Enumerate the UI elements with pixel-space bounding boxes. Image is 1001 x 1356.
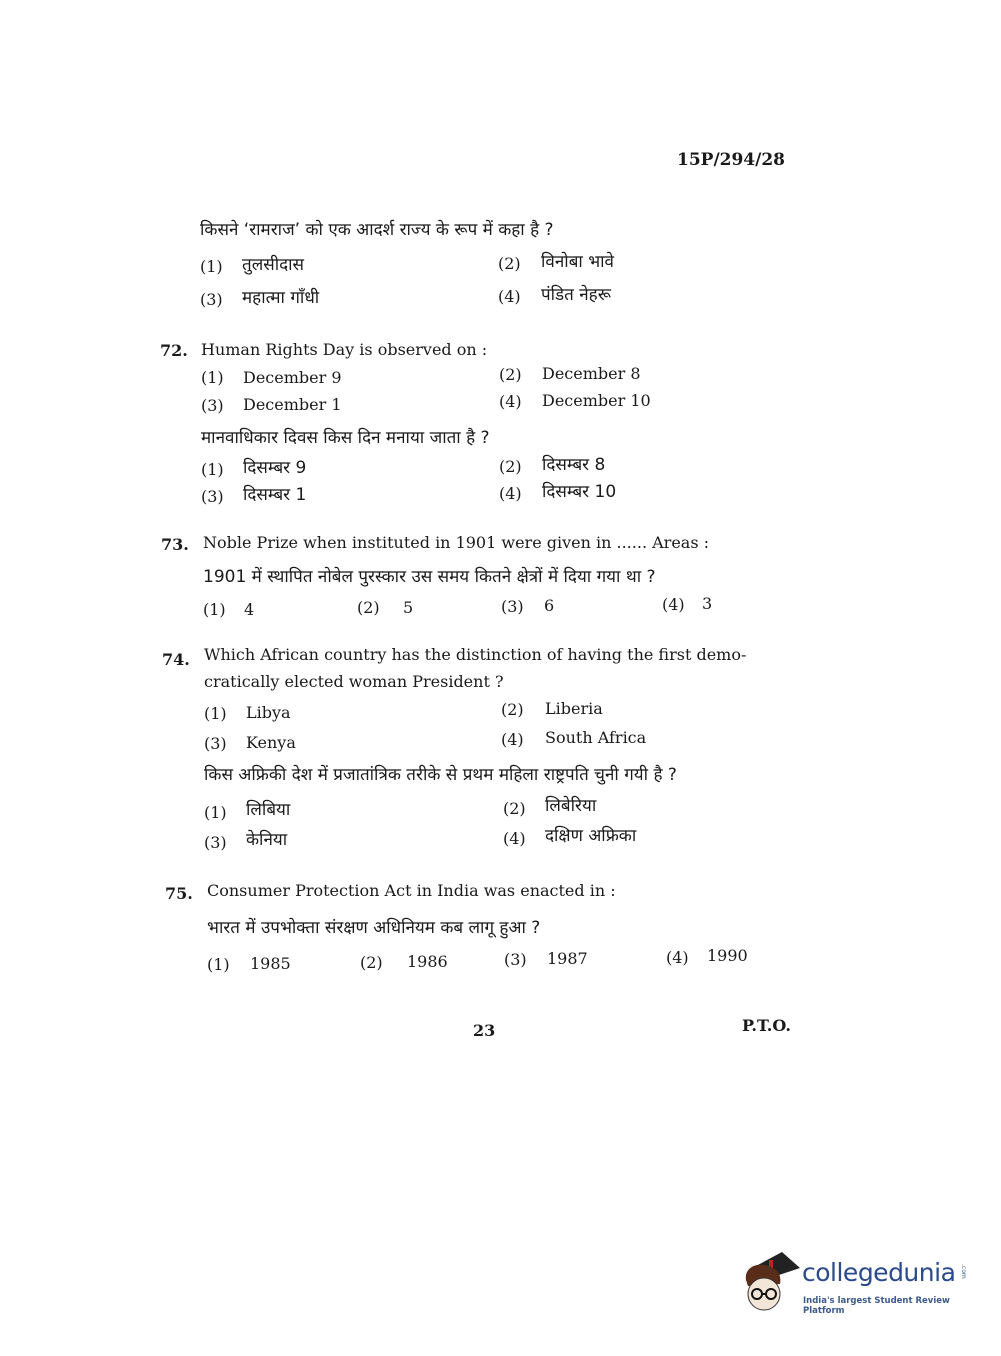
option-text: दक्षिण अफ्रिका xyxy=(545,826,637,846)
pto-label: P.T.O. xyxy=(742,1016,791,1035)
q74-hindi-question: किस अफ्रिकी देश में प्रजातांत्रिक तरीके से प्रथम महिला राष्ट्रपति चुनी गयी है ? xyxy=(204,765,677,785)
option-text: December 9 xyxy=(243,368,342,387)
option-number: (3) xyxy=(200,290,223,309)
option-text: दिसम्बर 8 xyxy=(542,455,606,475)
option-text: 1985 xyxy=(250,954,291,973)
option-text: पंडित नेहरू xyxy=(541,285,611,305)
question-number: 72. xyxy=(160,341,188,360)
option-number: (4) xyxy=(666,948,689,967)
option-number: (3) xyxy=(204,833,227,852)
option-text: केनिया xyxy=(246,830,288,850)
option-number: (2) xyxy=(499,457,522,476)
option-text: 6 xyxy=(544,596,555,615)
q72-hindi-question: मानवाधिकार दिवस किस दिन मनाया जाता है ? xyxy=(201,428,490,448)
option-number: (1) xyxy=(200,257,223,276)
option-text: Liberia xyxy=(545,699,603,718)
option-text: महात्मा गाँधी xyxy=(242,288,320,308)
collegedunia-logo xyxy=(742,1250,972,1318)
logo-brand-text: collegedunia xyxy=(802,1258,956,1287)
option-number: (1) xyxy=(203,600,226,619)
option-text: दिसम्बर 1 xyxy=(243,485,307,505)
logo-dotcom: .com xyxy=(960,1264,967,1279)
q72-question: Human Rights Day is observed on : xyxy=(201,340,488,359)
option-number: (1) xyxy=(204,803,227,822)
option-text: तुलसीदास xyxy=(242,255,305,275)
option-number: (3) xyxy=(201,487,224,506)
option-number: (1) xyxy=(201,460,224,479)
q74-question-line2: cratically elected woman President ? xyxy=(204,672,504,691)
option-number: (2) xyxy=(357,598,380,617)
option-number: (3) xyxy=(504,950,527,969)
option-text: दिसम्बर 10 xyxy=(542,482,617,502)
option-number: (4) xyxy=(499,392,522,411)
q73-hindi-question: 1901 में स्थापित नोबेल पुरस्कार उस समय कितने क्षेत्रों में दिया गया था ? xyxy=(203,567,656,587)
option-text: 1986 xyxy=(407,952,448,971)
option-text: 1990 xyxy=(707,946,748,965)
option-text: December 10 xyxy=(542,391,651,410)
option-text: Libya xyxy=(246,703,291,722)
q75-question: Consumer Protection Act in India was enacted in : xyxy=(207,881,616,900)
q75-hindi-question: भारत में उपभोक्ता संरक्षण अधिनियम कब लागू हुआ ? xyxy=(207,918,541,938)
option-text: December 1 xyxy=(243,395,342,414)
q73-question: Noble Prize when instituted in 1901 were given in ...... Areas : xyxy=(203,533,710,552)
option-text: 1987 xyxy=(547,949,588,968)
option-number: (4) xyxy=(503,829,526,848)
option-number: (1) xyxy=(204,704,227,723)
option-text: 4 xyxy=(244,600,255,619)
option-text: लिबेरिया xyxy=(545,796,597,816)
option-text: 3 xyxy=(702,594,713,613)
option-number: (2) xyxy=(503,799,526,818)
option-text: South Africa xyxy=(545,728,647,747)
option-number: (2) xyxy=(499,365,522,384)
q71-hindi-question: किसने ‘रामराज’ को एक आदर्श राज्य के रूप में कहा है ? xyxy=(200,220,554,240)
option-number: (4) xyxy=(662,595,685,614)
option-text: 5 xyxy=(403,598,414,617)
option-number: (2) xyxy=(498,254,521,273)
option-text: December 8 xyxy=(542,364,641,383)
option-text: लिबिया xyxy=(246,800,291,820)
question-number: 74. xyxy=(162,650,190,669)
option-number: (1) xyxy=(201,368,224,387)
option-number: (2) xyxy=(501,700,524,719)
option-number: (3) xyxy=(201,396,224,415)
option-text: विनोबा भावे xyxy=(541,252,615,272)
question-number: 75. xyxy=(165,884,193,903)
option-number: (1) xyxy=(207,955,230,974)
q74-question-line1: Which African country has the distinction of having the first demo- xyxy=(204,645,747,664)
option-number: (3) xyxy=(204,734,227,753)
option-number: (3) xyxy=(501,597,524,616)
option-number: (4) xyxy=(498,287,521,306)
mascot-icon xyxy=(742,1250,802,1318)
page-number: 23 xyxy=(473,1021,496,1040)
option-text: Kenya xyxy=(246,733,296,752)
question-number: 73. xyxy=(161,535,189,554)
option-number: (2) xyxy=(360,953,383,972)
logo-tagline: India's largest Student Review Platform xyxy=(803,1296,950,1316)
option-text: दिसम्बर 9 xyxy=(243,458,307,478)
option-number: (4) xyxy=(501,730,524,749)
option-number: (4) xyxy=(499,484,522,503)
paper-code: 15P/294/28 xyxy=(677,150,786,170)
